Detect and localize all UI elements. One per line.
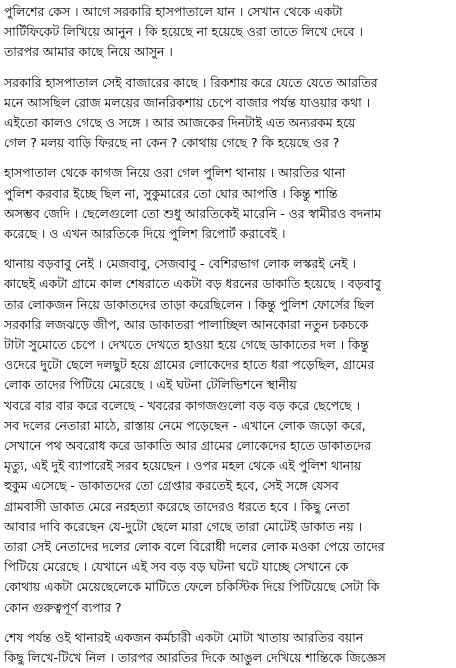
text-line: মনে আসছিল রোজ মলয়ের জানরিকশায় চেপে বাজার পর্যন্ত যাওয়ার কথা । xyxy=(4,94,371,110)
text-line: খবরে বার বার করে বলেছে - খবরের কাগজগুলো বড় বড় করে ছেপেছে । xyxy=(4,397,360,413)
text-line: কাছেই একটা গ্রামে কাল শেষরাতে একটা বড় ধরনের ডাকাতি হয়েছে । বড়বাবু xyxy=(4,276,381,292)
text-line: মৃত্যু, এই দুই ব্যাপারেই সরব হয়েছেন । ওপর মহল থেকে এই পুলিশ থানায় xyxy=(4,458,362,474)
text-line: তার লোকজন নিয়ে ডাকাতদের তাড়া করেছিলেন । কিন্তু পুলিশ ফোর্সের ছিল xyxy=(4,296,374,312)
text-line: সরকারি হাসপাতাল সেই বাজারের কাছে । রিকশায় করে যেতে যেতে আরতির xyxy=(4,74,378,90)
paragraph-5 xyxy=(4,628,450,668)
text-line: হাসপাতাল থেকে কাগজ নিয়ে ওরা গেল পুলিশ থানায় । আরতির থানা xyxy=(4,165,346,181)
text-line: এইতো কালও গেছে ও সঙ্গে । আর আজকের দিনটাই এত অন্যরকম হয়ে xyxy=(4,115,356,131)
text-line: কিছু লিখে-টিখে নিল । তারপর আরতির দিকে আঙুল দেখিয়ে শান্তিকে জিজ্ঞেস xyxy=(4,650,386,666)
text-line: সার্টিফিকেট লিখিয়ে আনুন । কি হয়েছে না হয়েছে ওরা তাতে লিখে দেবে । xyxy=(4,24,363,40)
paragraph-3 xyxy=(4,163,450,244)
text-line: পুলিশ করবার ইচ্ছে ছিল না, সুকুমারের তো ঘোর আপত্তি । কিন্তু শান্তি xyxy=(4,185,338,201)
text-line: ওদেরে দুটো ছেলে দলছুট হয়ে গ্রামের লোকেদের হাতে ধরা পড়েছিল, গ্রামের xyxy=(4,357,375,373)
text-line: গেল ? মলয় বাড়ি ফিরছে না কেন ? কোথায় গেছে ? কি হয়েছে ওর ? xyxy=(4,135,340,151)
text-line: লোক তাদের পিটিয়ে মেরেছে । এই ঘটনা টেলিভিশনে স্থানীয় xyxy=(4,377,297,393)
paragraph-1 xyxy=(4,2,450,63)
text-line: আবার দাবি করেছেন যে-দুটো ছেলে মারা গেছে তারা মোটেই ডাকাত নয় । xyxy=(4,518,363,534)
text-line: পিটিয়ে মেরেছে । যেখানে এই সব বড় বড় ঘটনা ঘটে যাচ্ছে সেখানে কে xyxy=(4,559,349,575)
paragraph-4 xyxy=(4,254,450,618)
text-line: থানায় বড়বাবু নেই । মেজবাবু, সেজবাবু - বেশিরভাগ লোক লস্করই নেই । xyxy=(4,256,356,272)
text-line: কোথায় একটা মেয়েছেলেকে মাটিতে ফেলে চকিস্টিক দিয়ে পিটিয়েছে সেটা কি xyxy=(4,579,380,595)
text-line: সব দলের নেতারা মাঠে, রাস্তায় নেমে পড়েছেন - এখানে লোক জড়ো করে, xyxy=(4,417,366,433)
text-line: পুলিশের কেস । আগে সরকারি হাসপাতালে যান । সেখান থেকে একটা xyxy=(4,4,343,19)
paragraph-2 xyxy=(4,73,450,154)
text-line: করেছে । ও এখন আরতিকে দিয়ে পুলিশ রিপোর্ট করাবেই । xyxy=(4,226,286,242)
text-line: সরকারি লজঝড়ে জীপ, আর ডাকাতরা পালাচ্ছিল আনকোরা নতুন চকচকে xyxy=(4,316,369,332)
text-line: গ্রামবাসী ডাকাত মেরে নরহত্যা করেছে তাদেরও ধরতে হবে । কিছু নেতা xyxy=(4,498,350,514)
text-line: হুকুম এসেছে - ডাকাতদের তো গ্রেপ্তার করতেই হবে, সেই সঙ্গে যেসব xyxy=(4,478,339,494)
text-line: তারপর আমার কাছে নিয়ে আসুন । xyxy=(4,44,173,60)
text-line: কোন গুরুত্বপূর্ণ ব্যপার ? xyxy=(4,599,122,615)
text-line: তারা সেই নেতাদের দলের লোক বলে বিরোধী দলের লোক মওকা পেয়ে তাদের xyxy=(4,539,385,555)
text-line: অসম্ভব জেদি । ছেলেগুলো তো শুধু আরতিকেই মারেনি - ওর স্বামীরও বদনাম xyxy=(4,205,382,221)
text-line: টাটা সুমোতে চেপে । দেখতে দেখতে হাওয়া হয়ে গেছে ডাকাতের দল । কিন্তু xyxy=(4,337,369,353)
text-line: সেখানে পথ অবরোধ করে ডাকাতি আর গ্রামের লোকেদের হাতে ডাকাতদের xyxy=(4,438,372,454)
text-line: শেষ পর্যন্ত ওই থানারই একজন কর্মচারী একটা মোটা খাতায় আরতির বয়ান xyxy=(4,629,364,645)
